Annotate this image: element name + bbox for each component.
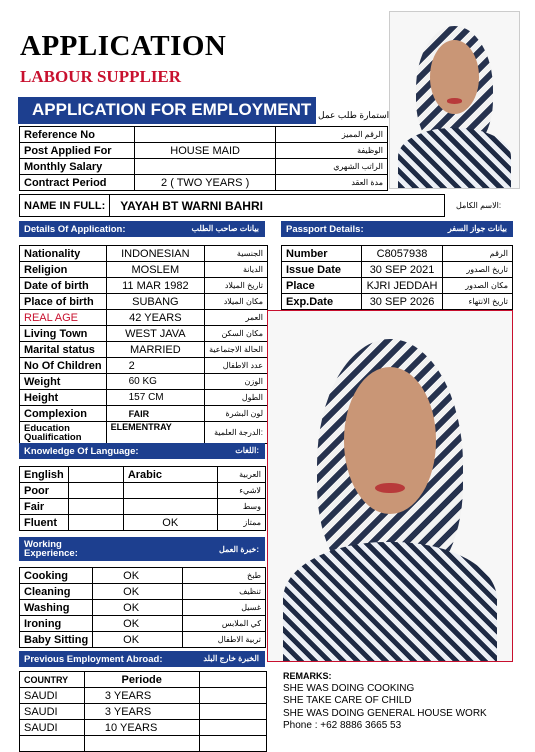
form-banner-arabic: استمارة طلب عمل [318, 110, 390, 120]
table-row [20, 143, 388, 159]
table-cell: 10 YEARS [84, 720, 199, 736]
table-row [20, 390, 268, 406]
table-row [20, 159, 388, 175]
passport-heading: Passport Details: بيانات جواز السفر [281, 221, 513, 237]
table-cell: Date of birth [20, 278, 107, 294]
table-row [20, 720, 267, 736]
table-cell: Reference No [20, 127, 135, 143]
table-row [20, 632, 266, 648]
table-cell: الراتب الشهري [276, 159, 388, 175]
name-label: NAME IN FULL: [20, 195, 110, 217]
table-cell [123, 499, 217, 515]
table-cell: مكان الصدور [443, 278, 513, 294]
name-value: YAYAH BT WARNI BAHRI [110, 195, 445, 217]
table-cell: OK [93, 584, 183, 600]
table-cell: تاريخ الميلاد [205, 278, 268, 294]
table-row [20, 374, 268, 390]
remarks-block [283, 670, 487, 733]
remarks-line: SHE TAKE CARE OF CHILD [283, 695, 412, 706]
table-cell: Place of birth [20, 294, 107, 310]
table-cell: تنظيف [183, 584, 266, 600]
table-cell: SAUDI [20, 688, 85, 704]
table-cell: 11 MAR 1982 [106, 278, 204, 294]
details-table [19, 245, 268, 444]
table-row [20, 422, 268, 444]
table-cell: Periode [84, 672, 199, 688]
table-cell: KJRI JEDDAH [361, 278, 443, 294]
table-row [20, 278, 268, 294]
table-cell [68, 499, 123, 515]
table-row [20, 616, 266, 632]
table-cell: Arabic [123, 467, 217, 483]
remarks-heading: REMARKS: [283, 671, 332, 681]
table-cell: Washing [20, 600, 93, 616]
table-cell: Nationality [20, 246, 107, 262]
experience-table [19, 567, 266, 648]
table-cell: 2 ( TWO YEARS ) [134, 175, 276, 191]
table-cell: الدرجة العلمية: [205, 422, 268, 444]
table-cell: MARRIED [106, 342, 204, 358]
table-cell: طبخ [183, 568, 266, 584]
applicant-photo-large [267, 310, 513, 662]
table-cell: مدة العقد [276, 175, 388, 191]
language-table [19, 466, 266, 531]
table-cell: Issue Date [282, 262, 362, 278]
table-cell: العمر [205, 310, 268, 326]
table-cell: Living Town [20, 326, 107, 342]
table-row [282, 294, 513, 310]
table-cell: OK [123, 515, 217, 531]
table-cell: Monthly Salary [20, 159, 135, 175]
passport-table [281, 245, 513, 310]
table-cell: Poor [20, 483, 69, 499]
table-cell: Fluent [20, 515, 69, 531]
table-row [20, 600, 266, 616]
table-cell: تاريخ الصدور [443, 262, 513, 278]
table-cell: OK [93, 568, 183, 584]
table-row [20, 358, 268, 374]
table-cell: Place [282, 278, 362, 294]
table-row [20, 483, 266, 499]
table-cell: Weight [20, 374, 107, 390]
experience-heading: خبرة العمل: Working Experience: [19, 537, 265, 561]
table-cell [20, 736, 85, 752]
table-cell: Exp.Date [282, 294, 362, 310]
remarks-line: SHE WAS DOING GENERAL HOUSE WORK [283, 707, 487, 719]
table-cell [199, 736, 266, 752]
table-cell: غسيل [183, 600, 266, 616]
table-cell: SUBANG [106, 294, 204, 310]
job-info-table [19, 126, 388, 191]
table-cell: 42 YEARS [106, 310, 204, 326]
table-cell: 30 SEP 2026 [361, 294, 443, 310]
table-cell [68, 515, 123, 531]
table-cell: SAUDI [20, 704, 85, 720]
table-cell [199, 672, 266, 688]
table-row [20, 294, 268, 310]
table-cell: الطول [205, 390, 268, 406]
table-cell: عدد الاطفال [205, 358, 268, 374]
table-cell: Fair [20, 499, 69, 515]
table-row [20, 568, 266, 584]
table-row [282, 278, 513, 294]
table-cell: No Of Children [20, 358, 107, 374]
table-cell: English [20, 467, 69, 483]
table-cell: Contract Period [20, 175, 135, 191]
table-cell: كي الملابس [183, 616, 266, 632]
table-cell: OK [93, 632, 183, 648]
table-cell: الحالة الاجتماعية [205, 342, 268, 358]
table-cell [123, 483, 217, 499]
table-row [20, 515, 266, 531]
name-table [19, 194, 445, 217]
table-cell: REAL AGE [20, 310, 107, 326]
table-cell: HOUSE MAID [134, 143, 276, 159]
page-title: APPLICATION [20, 30, 227, 62]
table-cell: Cooking [20, 568, 93, 584]
previous-employment-heading: Previous Employment Abroad: الخبرة خارج البلد [19, 651, 265, 667]
table-cell: OK [93, 616, 183, 632]
table-cell: WEST JAVA [106, 326, 204, 342]
table-cell: تاريخ الانتهاء [443, 294, 513, 310]
table-cell: SAUDI [20, 720, 85, 736]
form-banner: APPLICATION FOR EMPLOYMENT [18, 97, 316, 124]
previous-employment-table [19, 671, 267, 752]
table-cell: Ironing [20, 616, 93, 632]
table-row [20, 246, 268, 262]
table-cell: الوظيفة [276, 143, 388, 159]
table-cell: مكان الميلاد [205, 294, 268, 310]
table-cell: Baby Sitting [20, 632, 93, 648]
table-row [20, 704, 267, 720]
table-cell: لون البشرة [205, 406, 268, 422]
table-row [20, 499, 266, 515]
table-cell: 30 SEP 2021 [361, 262, 443, 278]
table-cell: الرقم المميز [276, 127, 388, 143]
language-heading: Knowledge Of Language: اللغات: [19, 443, 265, 459]
applicant-photo-small [389, 11, 520, 189]
table-cell: Education Qualification [20, 422, 107, 444]
table-cell: ELEMENTRAY [106, 422, 204, 444]
table-cell: MOSLEM [106, 262, 204, 278]
table-cell: 3 YEARS [84, 688, 199, 704]
table-cell [134, 127, 276, 143]
table-cell: Marital status [20, 342, 107, 358]
table-cell [199, 720, 266, 736]
table-cell: وسط [217, 499, 265, 515]
table-cell: الرقم [443, 246, 513, 262]
table-row [20, 310, 268, 326]
page-subtitle: LABOUR SUPPLIER [20, 67, 182, 86]
table-cell: FAIR [106, 406, 204, 422]
table-cell [199, 704, 266, 720]
name-label-arabic: الاسم الكامل: [456, 201, 502, 210]
table-row [20, 467, 266, 483]
table-row [20, 584, 266, 600]
table-row [20, 127, 388, 143]
table-cell [84, 736, 199, 752]
table-cell [199, 688, 266, 704]
table-cell: COUNTRY [20, 672, 85, 688]
table-row [20, 406, 268, 422]
table-cell: 60 KG [106, 374, 204, 390]
table-row [20, 688, 267, 704]
table-cell: 157 CM [106, 390, 204, 406]
table-row [282, 246, 513, 262]
table-cell: Complexion [20, 406, 107, 422]
table-cell: Religion [20, 262, 107, 278]
details-heading: Details Of Application: بيانات صاحب الطلب [19, 221, 265, 237]
table-cell: الوزن [205, 374, 268, 390]
table-cell [68, 483, 123, 499]
table-cell: INDONESIAN [106, 246, 204, 262]
table-cell: لاشيء [217, 483, 265, 499]
table-cell: C8057938 [361, 246, 443, 262]
table-cell: 2 [106, 358, 204, 374]
table-cell [134, 159, 276, 175]
table-cell: العربية [217, 467, 265, 483]
table-cell: Number [282, 246, 362, 262]
table-row [20, 672, 267, 688]
table-row [282, 262, 513, 278]
table-row [20, 175, 388, 191]
table-cell [68, 467, 123, 483]
table-row [20, 736, 267, 752]
table-cell: الديانة [205, 262, 268, 278]
table-cell: ممتاز [217, 515, 265, 531]
table-row [20, 262, 268, 278]
table-cell: 3 YEARS [84, 704, 199, 720]
table-cell: OK [93, 600, 183, 616]
table-cell: مكان السكن [205, 326, 268, 342]
table-cell: تربية الاطفال [183, 632, 266, 648]
table-row [20, 326, 268, 342]
table-row [20, 342, 268, 358]
remarks-line: SHE WAS DOING COOKING [283, 682, 415, 694]
table-cell: Cleaning [20, 584, 93, 600]
table-cell: Height [20, 390, 107, 406]
table-cell: الجنسية [205, 246, 268, 262]
remarks-phone: Phone : +62 8886 3665 53 [283, 720, 402, 731]
table-cell: Post Applied For [20, 143, 135, 159]
